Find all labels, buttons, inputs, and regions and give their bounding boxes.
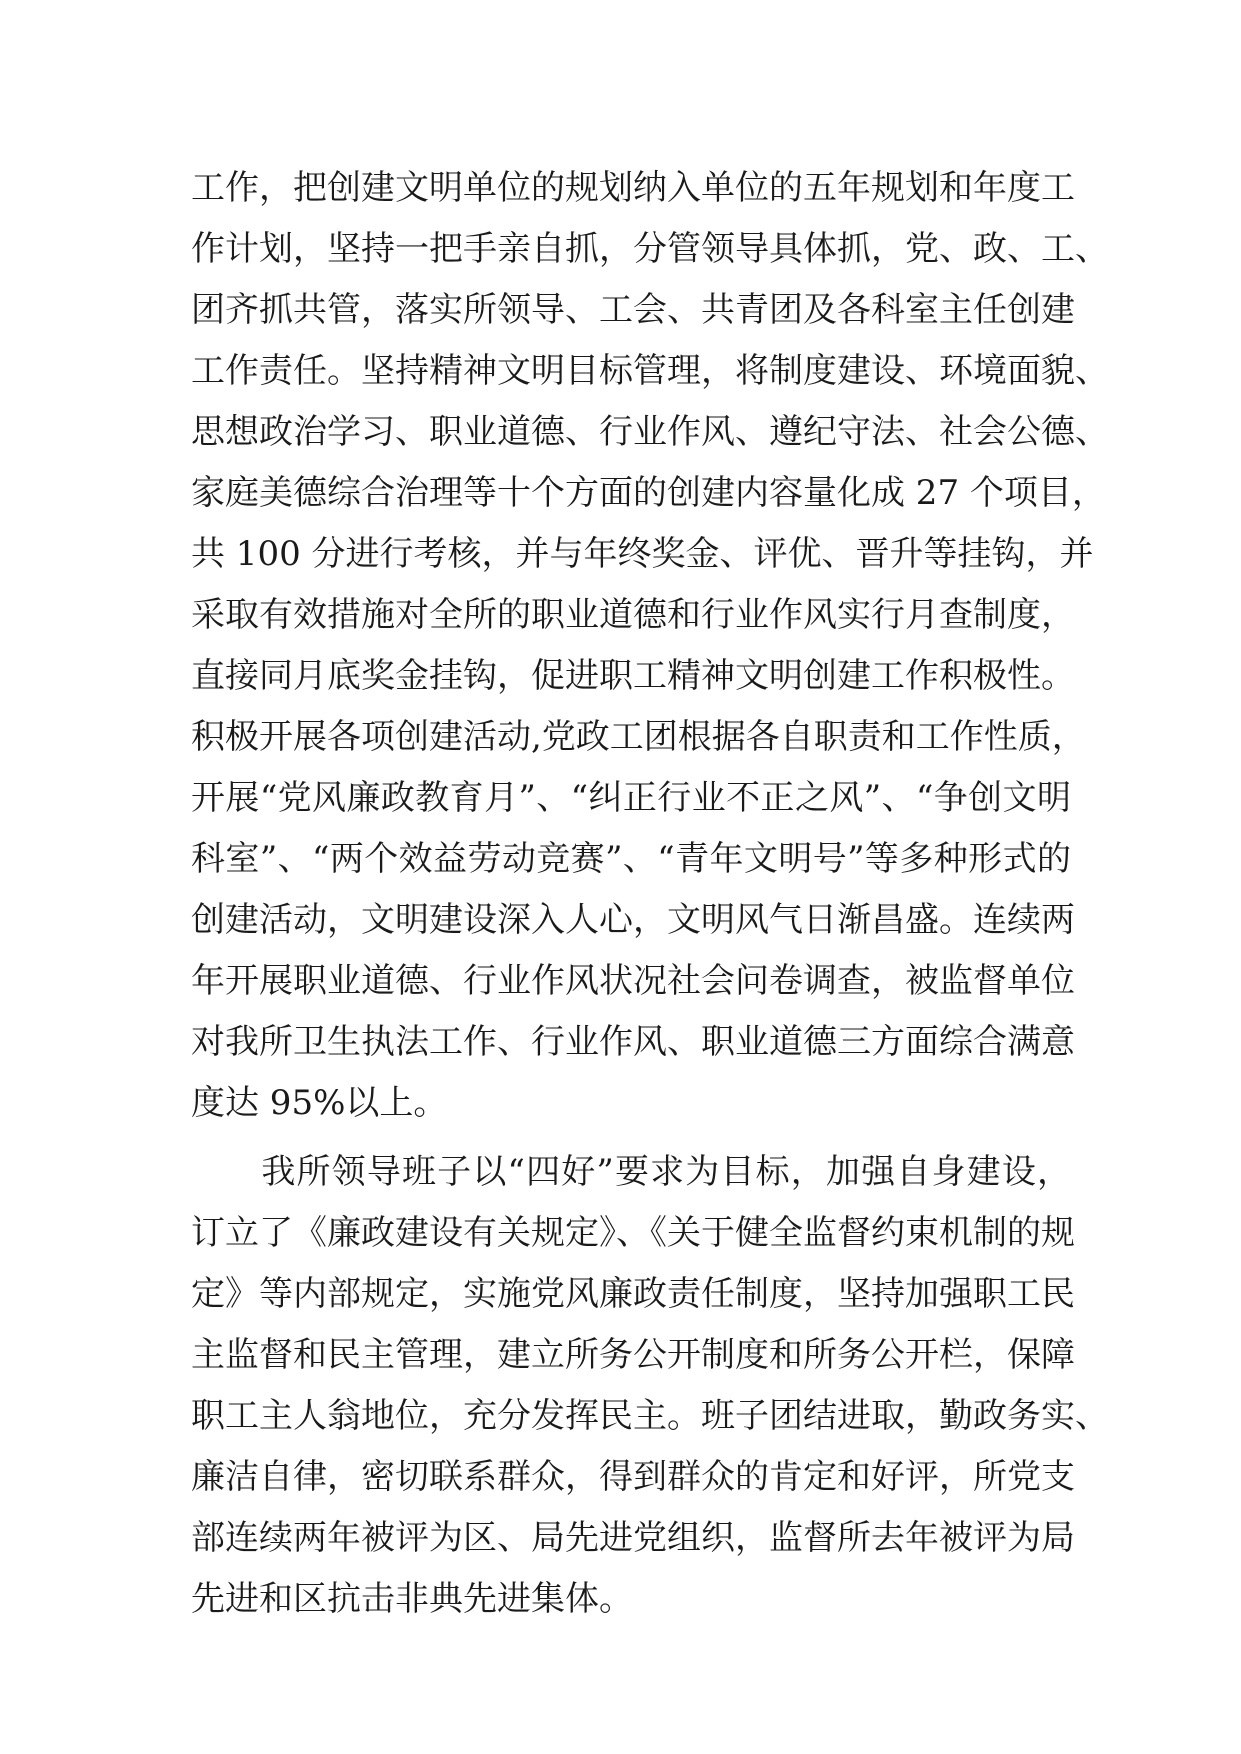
text-line: 工作责任。坚持精神文明目标管理，将制度建设、环境面貌、 [191, 351, 1109, 391]
text-line: 思想政治学习、职业道德、行业作风、遵纪守法、社会公德、 [191, 412, 1109, 452]
text-line: 开展“党风廉政教育月”、“纠正行业不正之风”、“争创文明 [191, 778, 1071, 818]
text-line: 家庭美德综合治理等十个方面的创建内容量化成 27 个项目， [191, 473, 1106, 513]
text-line: 部连续两年被评为区、局先进党组织，监督所去年被评为局 [191, 1518, 1075, 1558]
body-text [191, 158, 1109, 1630]
text-line: 订立了《廉政建设有关规定》、《关于健全监督约束机制的规 [191, 1213, 1075, 1253]
text-line: 直接同月底奖金挂钩，促进职工精神文明创建工作积极性。 [191, 656, 1075, 696]
text-line: 年开展职业道德、行业作风状况社会问卷调查，被监督单位 [191, 961, 1075, 1001]
text-line: 职工主人翁地位，充分发挥民主。班子团结进取，勤政务实、 [191, 1396, 1109, 1436]
text-line: 积极开展各项创建活动,党政工团根据各自职责和工作性质， [191, 717, 1086, 757]
text-line: 对我所卫生执法工作、行业作风、职业道德三方面综合满意 [191, 1022, 1075, 1062]
text-line: 定》等内部规定，实施党风廉政责任制度，坚持加强职工民 [191, 1274, 1075, 1314]
text-line: 共 100 分进行考核，并与年终奖金、评优、晋升等挂钩，并 [191, 534, 1094, 574]
text-line: 采取有效措施对全所的职业道德和行业作风实行月查制度， [191, 595, 1075, 635]
text-line: 主监督和民主管理，建立所务公开制度和所务公开栏，保障 [191, 1335, 1075, 1375]
text-line: 科室”、“两个效益劳动竞赛”、“青年文明号”等多种形式的 [191, 839, 1071, 879]
text-line: 度达 95%以上。 [191, 1083, 448, 1123]
paragraph-2 [191, 1142, 1109, 1630]
text-line: 先进和区抗击非典先进集体。 [191, 1579, 633, 1619]
text-line: 工作，把创建文明单位的规划纳入单位的五年规划和年度工 [191, 168, 1075, 208]
text-line: 创建活动，文明建设深入人心，文明风气日渐昌盛。连续两 [191, 900, 1075, 940]
text-line: 作计划，坚持一把手亲自抓，分管领导具体抓，党、政、工、 [191, 229, 1109, 269]
text-line: 廉洁自律，密切联系群众，得到群众的肯定和好评，所党支 [191, 1457, 1075, 1497]
text-line: 团齐抓共管，落实所领导、工会、共青团及各科室主任创建 [191, 290, 1075, 330]
paragraph-1 [191, 158, 1109, 1134]
text-line: 我所领导班子以“四好”要求为目标，加强自身建设， [191, 1152, 1071, 1192]
